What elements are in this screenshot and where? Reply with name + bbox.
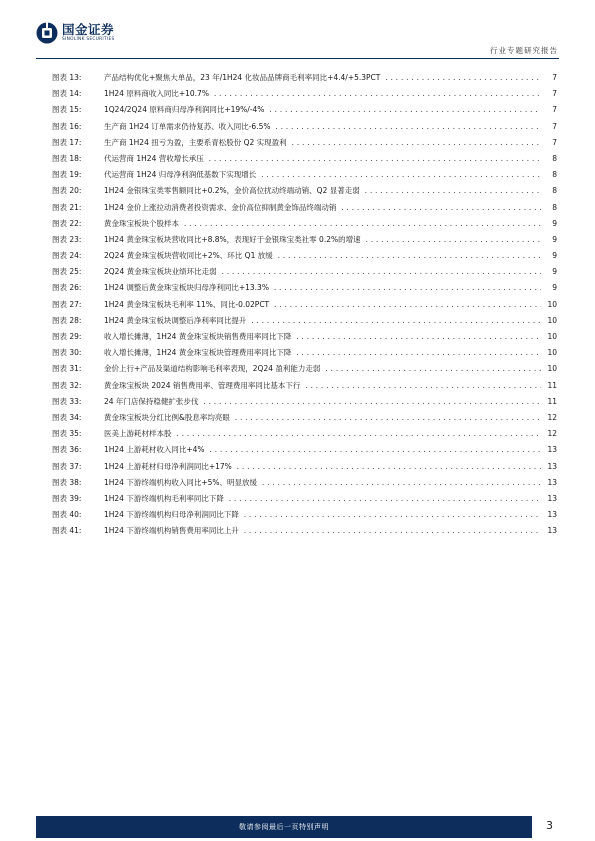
toc-entry[interactable]: [52, 88, 557, 104]
toc-entry-title[interactable]: 1H24 金价上涨拉动消费者投资需求、金价高位抑制黄金饰品终端动销: [104, 202, 337, 212]
toc-entry-page[interactable]: 7: [552, 121, 557, 131]
toc-leader-dots: [250, 317, 541, 325]
brand-name-en: SINOLINK SECURITIES: [62, 37, 115, 43]
toc-entry-title[interactable]: 24 年门店保持稳健扩张步伐: [104, 396, 199, 406]
toc-entry-title[interactable]: 黄金珠宝板块个股样本: [104, 218, 179, 228]
toc-leader-dots: [234, 414, 541, 422]
toc-entry-page[interactable]: 9: [552, 218, 557, 228]
toc-entry[interactable]: [52, 185, 557, 201]
toc-entry-page[interactable]: 12: [547, 412, 557, 422]
toc-entry[interactable]: [52, 218, 557, 234]
table-of-figures: [52, 72, 557, 541]
footer-bar: [36, 816, 532, 838]
footer-disclaimer: 敬请参阅最后一页特别声明: [239, 823, 329, 831]
toc-entry-title[interactable]: 收入增长摊薄，1H24 黄金珠宝板块销售费用率同比下降: [104, 332, 292, 341]
toc-entry-title[interactable]: 1H24 下游终端机构销售费用率同比上升: [104, 526, 239, 536]
header-divider: [36, 58, 559, 59]
toc-entry-title[interactable]: 1H24 黄金珠宝板块营收同比+8.8%，表现好于金银珠宝类社零 0.2%的增速: [104, 234, 361, 244]
toc-entry-title[interactable]: 黄金珠宝板块 2024 销售费用率、管理费用率同比基本下行: [104, 380, 301, 390]
toc-entry[interactable]: [52, 525, 557, 541]
toc-entry[interactable]: [52, 477, 557, 493]
toc-entry-title[interactable]: 医美上游耗材样本股: [104, 429, 172, 439]
brand-name-cn: 国金证券: [62, 21, 115, 37]
toc-entry[interactable]: [52, 363, 557, 379]
toc-entry-label: 图表 41:: [52, 526, 82, 536]
toc-entry[interactable]: [52, 331, 557, 347]
toc-entry-label: 图表 23:: [52, 234, 82, 244]
toc-entry-title[interactable]: 代运营商 1H24 归母净利润低基数下实现增长: [104, 170, 257, 180]
toc-leader-dots: [365, 236, 541, 244]
toc-entry-title[interactable]: 1H24 金银珠宝类零售额同比+0.2%，金价高位扰动终端动销、Q2 显著走弱: [104, 186, 360, 196]
toc-leader-dots: [295, 333, 541, 341]
toc-leader-dots: [324, 365, 541, 373]
toc-leader-dots: [295, 349, 541, 357]
toc-leader-dots: [221, 268, 541, 276]
toc-entry-title[interactable]: 1H24 原料商收入同比+10.7%: [104, 89, 209, 99]
toc-leader-dots: [202, 398, 541, 406]
toc-leader-dots: [213, 90, 541, 98]
toc-entry-label: 图表 19:: [52, 170, 82, 180]
page-number: 3: [546, 819, 553, 832]
toc-leader-dots: [176, 430, 542, 438]
toc-entry-page[interactable]: 9: [552, 234, 557, 244]
toc-leader-dots: [236, 463, 541, 471]
toc-entry[interactable]: [52, 169, 557, 185]
toc-entry-page[interactable]: 7: [552, 137, 557, 147]
toc-leader-dots: [243, 527, 541, 535]
toc-entry-label: 图表 17:: [52, 137, 82, 147]
toc-entry-page[interactable]: 7: [552, 105, 557, 115]
toc-entry-label: 图表 40:: [52, 510, 82, 520]
toc-entry-label: 图表 26:: [52, 283, 82, 293]
toc-entry-title[interactable]: 2Q24 黄金珠宝板块营收同比+2%、环比 Q1 放缓: [104, 251, 273, 261]
toc-entry-page[interactable]: 9: [552, 267, 557, 277]
toc-entry-label: 图表 20:: [52, 186, 82, 196]
toc-entry[interactable]: [52, 234, 557, 250]
toc-leader-dots: [340, 204, 541, 212]
toc-entry-label: 图表 21:: [52, 202, 82, 212]
toc-entry-page[interactable]: 11: [547, 396, 557, 406]
toc-entry-page[interactable]: 9: [552, 283, 557, 293]
toc-entry-page[interactable]: 9: [552, 251, 557, 261]
toc-leader-dots: [364, 187, 541, 195]
toc-entry-title[interactable]: 2Q24 黄金珠宝板块业绩环比走弱: [104, 267, 217, 277]
toc-leader-dots: [183, 220, 541, 228]
toc-entry[interactable]: [52, 428, 557, 444]
toc-entry-title[interactable]: 1Q24/2Q24 原料商归母净利润同比+19%/-4%: [104, 105, 265, 115]
toc-entry-title[interactable]: 1H24 下游终端机构收入同比+5%、明显放缓: [104, 477, 258, 487]
toc-entry-label: 图表 38:: [52, 477, 82, 487]
toc-entry-label: 图表 33:: [52, 396, 82, 406]
toc-leader-dots: [273, 301, 541, 309]
toc-entry[interactable]: [52, 412, 557, 428]
toc-entry-page[interactable]: 7: [552, 89, 557, 99]
document-type: 行业专题研究报告: [490, 46, 558, 55]
toc-entry[interactable]: [52, 444, 557, 460]
toc-entry-label: 图表 30:: [52, 348, 82, 358]
toc-entry-page[interactable]: 10: [547, 332, 557, 341]
toc-entry-title[interactable]: 收入增长摊薄，1H24 黄金珠宝板块管理费用率同比下降: [104, 348, 292, 358]
toc-entry-label: 图表 39:: [52, 493, 82, 503]
toc-entry-title[interactable]: 1H24 上游耗材归母净利润同比+17%: [104, 461, 232, 471]
toc-entry-label: 图表 29:: [52, 332, 82, 341]
toc-entry-page[interactable]: 8: [552, 170, 557, 180]
toc-entry-page[interactable]: 13: [547, 461, 557, 471]
toc-entry-label: 图表 13:: [52, 73, 82, 82]
toc-entry[interactable]: [52, 137, 557, 153]
toc-entry-label: 图表 37:: [52, 461, 82, 471]
toc-entry-page[interactable]: 7: [552, 73, 557, 82]
toc-entry[interactable]: [52, 461, 557, 477]
toc-entry-page[interactable]: 13: [547, 526, 557, 536]
toc-leader-dots: [304, 382, 541, 390]
toc-entry-label: 图表 25:: [52, 267, 82, 277]
toc-entry-page[interactable]: 13: [547, 445, 557, 455]
toc-leader-dots: [228, 495, 541, 503]
toc-entry-label: 图表 35:: [52, 429, 82, 439]
toc-entry-title[interactable]: 1H24 黄金珠宝板块调整后净利率同比提升: [104, 315, 247, 325]
toc-entry-label: 图表 24:: [52, 251, 82, 261]
toc-entry-page[interactable]: 10: [547, 299, 557, 309]
toc-entry-label: 图表 34:: [52, 412, 82, 422]
toc-entry[interactable]: [52, 299, 557, 315]
toc-entry[interactable]: [52, 315, 557, 331]
toc-entry-title[interactable]: 1H24 上游耗材收入同比+4%: [104, 445, 205, 455]
toc-entry[interactable]: [52, 104, 557, 120]
toc-entry-page[interactable]: 13: [547, 510, 557, 520]
toc-entry[interactable]: [52, 509, 557, 525]
toc-entry[interactable]: [52, 153, 557, 169]
toc-entry-title[interactable]: 生产商 1H24 订单需求仍待复苏、收入同比-6.5%: [104, 121, 271, 131]
toc-entry-page[interactable]: 13: [547, 477, 557, 487]
toc-entry[interactable]: [52, 380, 557, 396]
toc-leader-dots: [384, 74, 541, 82]
toc-entry-title[interactable]: 1H24 下游终端机构归母净利润同比下降: [104, 510, 239, 520]
toc-leader-dots: [261, 479, 541, 487]
toc-entry[interactable]: [52, 347, 557, 363]
toc-leader-dots: [291, 139, 541, 147]
toc-leader-dots: [268, 106, 541, 114]
toc-entry-label: 图表 36:: [52, 445, 82, 455]
toc-entry-label: 图表 16:: [52, 121, 82, 131]
toc-entry[interactable]: [52, 202, 557, 218]
toc-entry-page[interactable]: 8: [552, 202, 557, 212]
toc-entry-title[interactable]: 1H24 黄金珠宝板块毛利率 11%、同比-0.02PCT: [104, 299, 270, 309]
toc-entry-title[interactable]: 代运营商 1H24 营收增长承压: [104, 153, 204, 163]
toc-leader-dots: [260, 171, 541, 179]
toc-entry-label: 图表 28:: [52, 315, 82, 325]
toc-entry-label: 图表 27:: [52, 299, 82, 309]
toc-entry-label: 图表 22:: [52, 218, 82, 228]
toc-entry-title[interactable]: 生产商 1H24 扭亏为盈，主要系青松股份 Q2 实现盈利: [104, 137, 287, 147]
page-header: [0, 0, 595, 62]
toc-entry-label: 图表 31:: [52, 364, 82, 374]
toc-entry-label: 图表 15:: [52, 105, 82, 115]
toc-entry[interactable]: [52, 266, 557, 282]
toc-entry-page[interactable]: 13: [547, 493, 557, 503]
toc-leader-dots: [277, 252, 541, 260]
toc-entry-page[interactable]: 12: [547, 429, 557, 439]
sinolink-logo-icon: [36, 22, 58, 44]
toc-entry[interactable]: [52, 72, 557, 88]
toc-entry-label: 图表 14:: [52, 89, 82, 99]
toc-entry[interactable]: [52, 282, 557, 298]
toc-entry-title[interactable]: 产品结构优化+聚焦大单品，23 年/1H24 化妆品品牌商毛利率同比+4.4/+5.3PCT: [104, 73, 381, 82]
toc-entry-title[interactable]: 1H24 调整后黄金珠宝板块归母净利同比+13.3%: [104, 283, 269, 293]
toc-leader-dots: [273, 284, 541, 292]
toc-entry[interactable]: [52, 121, 557, 137]
toc-leader-dots: [208, 155, 541, 163]
toc-entry[interactable]: [52, 250, 557, 266]
toc-entry-page[interactable]: 8: [552, 153, 557, 163]
toc-entry[interactable]: [52, 493, 557, 509]
toc-leader-dots: [209, 446, 541, 454]
toc-entry-page[interactable]: 10: [547, 364, 557, 374]
toc-entry-page[interactable]: 11: [547, 380, 557, 390]
toc-entry[interactable]: [52, 396, 557, 412]
toc-leader-dots: [274, 123, 541, 131]
brand-logo: [36, 22, 115, 44]
toc-entry-title[interactable]: 金价上行+产品及渠道结构影响毛利率表现，2Q24 盈利能力走弱: [104, 364, 321, 374]
toc-entry-page[interactable]: 10: [547, 315, 557, 325]
toc-entry-title[interactable]: 1H24 下游终端机构毛利率同比下降: [104, 493, 224, 503]
toc-entry-page[interactable]: 8: [552, 186, 557, 196]
toc-entry-title[interactable]: 黄金珠宝板块分红比例&股息率均亮眼: [104, 412, 230, 422]
toc-entry-label: 图表 32:: [52, 380, 82, 390]
toc-leader-dots: [243, 511, 541, 519]
toc-entry-label: 图表 18:: [52, 153, 82, 163]
toc-entry-page[interactable]: 10: [547, 348, 557, 358]
